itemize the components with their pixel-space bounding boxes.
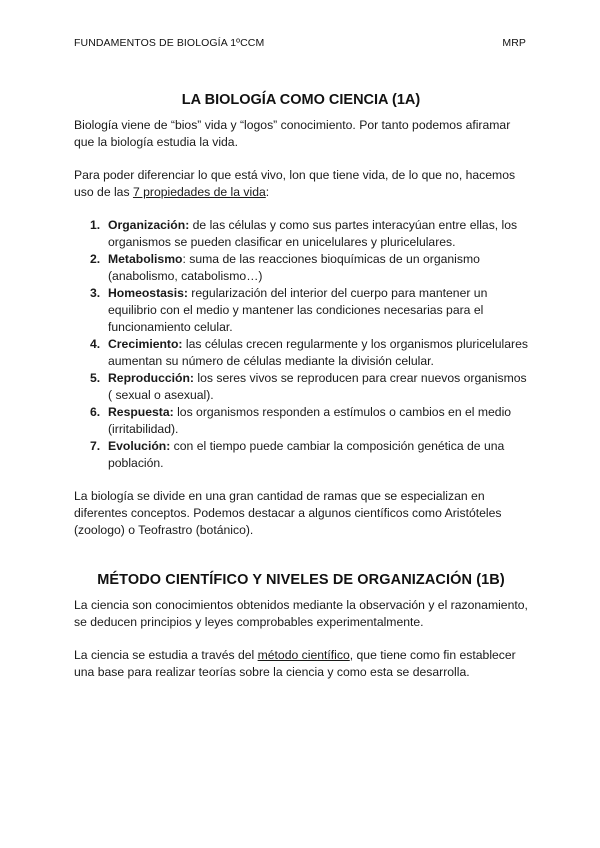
list-number: 7.	[90, 439, 101, 453]
method-intro-text: La ciencia se estudia a través del	[74, 648, 258, 662]
section1-branches-paragraph: La biología se divide en una gran cantidad de ramas que se especializan en diferentes conceptos. Podemos destacar a algunos científicos como Aristóteles (zoologo) o Teofrastro (botánico).	[74, 489, 502, 537]
list-number: 2.	[90, 252, 101, 266]
list-text: de las células y como sus partes interacyúan entre ellas, los organismos se pueden clasificar en unicelulares y pluricelulares.	[108, 218, 518, 249]
list-number: 1.	[90, 218, 101, 232]
section1-intro-paragraph: Biología viene de “bios” vida y “logos” conocimiento. Por tanto podemos afiramar que la biología estudia la vida.	[74, 118, 511, 149]
properties-list	[74, 217, 528, 472]
list-text: regularización del interior del cuerpo para mantener un equilibrio con el medio y mantener las condiciones necesarias para el funcionamiento celular.	[108, 286, 488, 334]
properties-intro-text: Para poder diferenciar lo que está vivo, lon que tiene vida, de lo que no, hacemos uso de las	[74, 168, 516, 199]
properties-intro-colon: :	[265, 185, 270, 199]
list-item	[74, 217, 528, 251]
list-item	[74, 336, 528, 370]
method-rest-text: , que tiene como fin establecer una base para realizar teorías sobre la ciencia y como esta se desarrolla.	[74, 648, 516, 679]
list-item	[74, 251, 528, 285]
list-number: 3.	[90, 286, 101, 300]
section2-science-paragraph: La ciencia son conocimientos obtenidos mediante la observación y el razonamiento, se deducen principios y leyes comprobables experimentalmente.	[74, 598, 528, 629]
section1-title: LA BIOLOGÍA COMO CIENCIA (1A)	[181, 92, 421, 108]
list-term: Respuesta:	[108, 405, 174, 419]
list-term: Organización:	[108, 218, 190, 232]
page-header	[74, 37, 526, 49]
list-text: las células crecen regularmente y los organismos pluricelulares aumentan su número de células mediante la división celular.	[108, 337, 528, 368]
header-course: FUNDAMENTOS DE BIOLOGÍA 1ºCCM	[74, 37, 265, 49]
header-initials: MRP	[502, 37, 526, 49]
list-item	[74, 438, 528, 472]
properties-link[interactable]: 7 propiedades de la vida	[132, 185, 266, 199]
list-item	[74, 404, 528, 438]
list-term: Crecimiento:	[108, 337, 183, 351]
list-item	[74, 285, 528, 336]
section1-properties-intro	[74, 167, 528, 201]
list-item	[74, 370, 528, 404]
list-number: 5.	[90, 371, 101, 385]
list-number: 4.	[90, 337, 101, 351]
list-term: Metabolismo	[108, 252, 183, 266]
list-text: los seres vivos se reproducen para crear nuevos organismos ( sexual o asexual).	[108, 371, 527, 402]
list-text: los organismos responden a estímulos o cambios en el medio (irritabilidad).	[108, 405, 512, 436]
list-text: : suma de las reacciones bioquímicas de un organismo (anabolismo, catabolismo…)	[108, 252, 480, 283]
list-number: 6.	[90, 405, 101, 419]
section2-title: MÉTODO CIENTÍFICO Y NIVELES DE ORGANIZACIÓN (1B)	[97, 572, 505, 588]
scientific-method-link[interactable]: método científico	[257, 648, 350, 662]
list-term: Evolución:	[108, 439, 171, 453]
section2-method-paragraph	[74, 647, 528, 681]
page-content	[74, 92, 528, 681]
list-term: Reproducción:	[108, 371, 194, 385]
list-term: Homeostasis:	[108, 286, 188, 300]
list-text: con el tiempo puede cambiar la composición genética de una población.	[108, 439, 505, 470]
